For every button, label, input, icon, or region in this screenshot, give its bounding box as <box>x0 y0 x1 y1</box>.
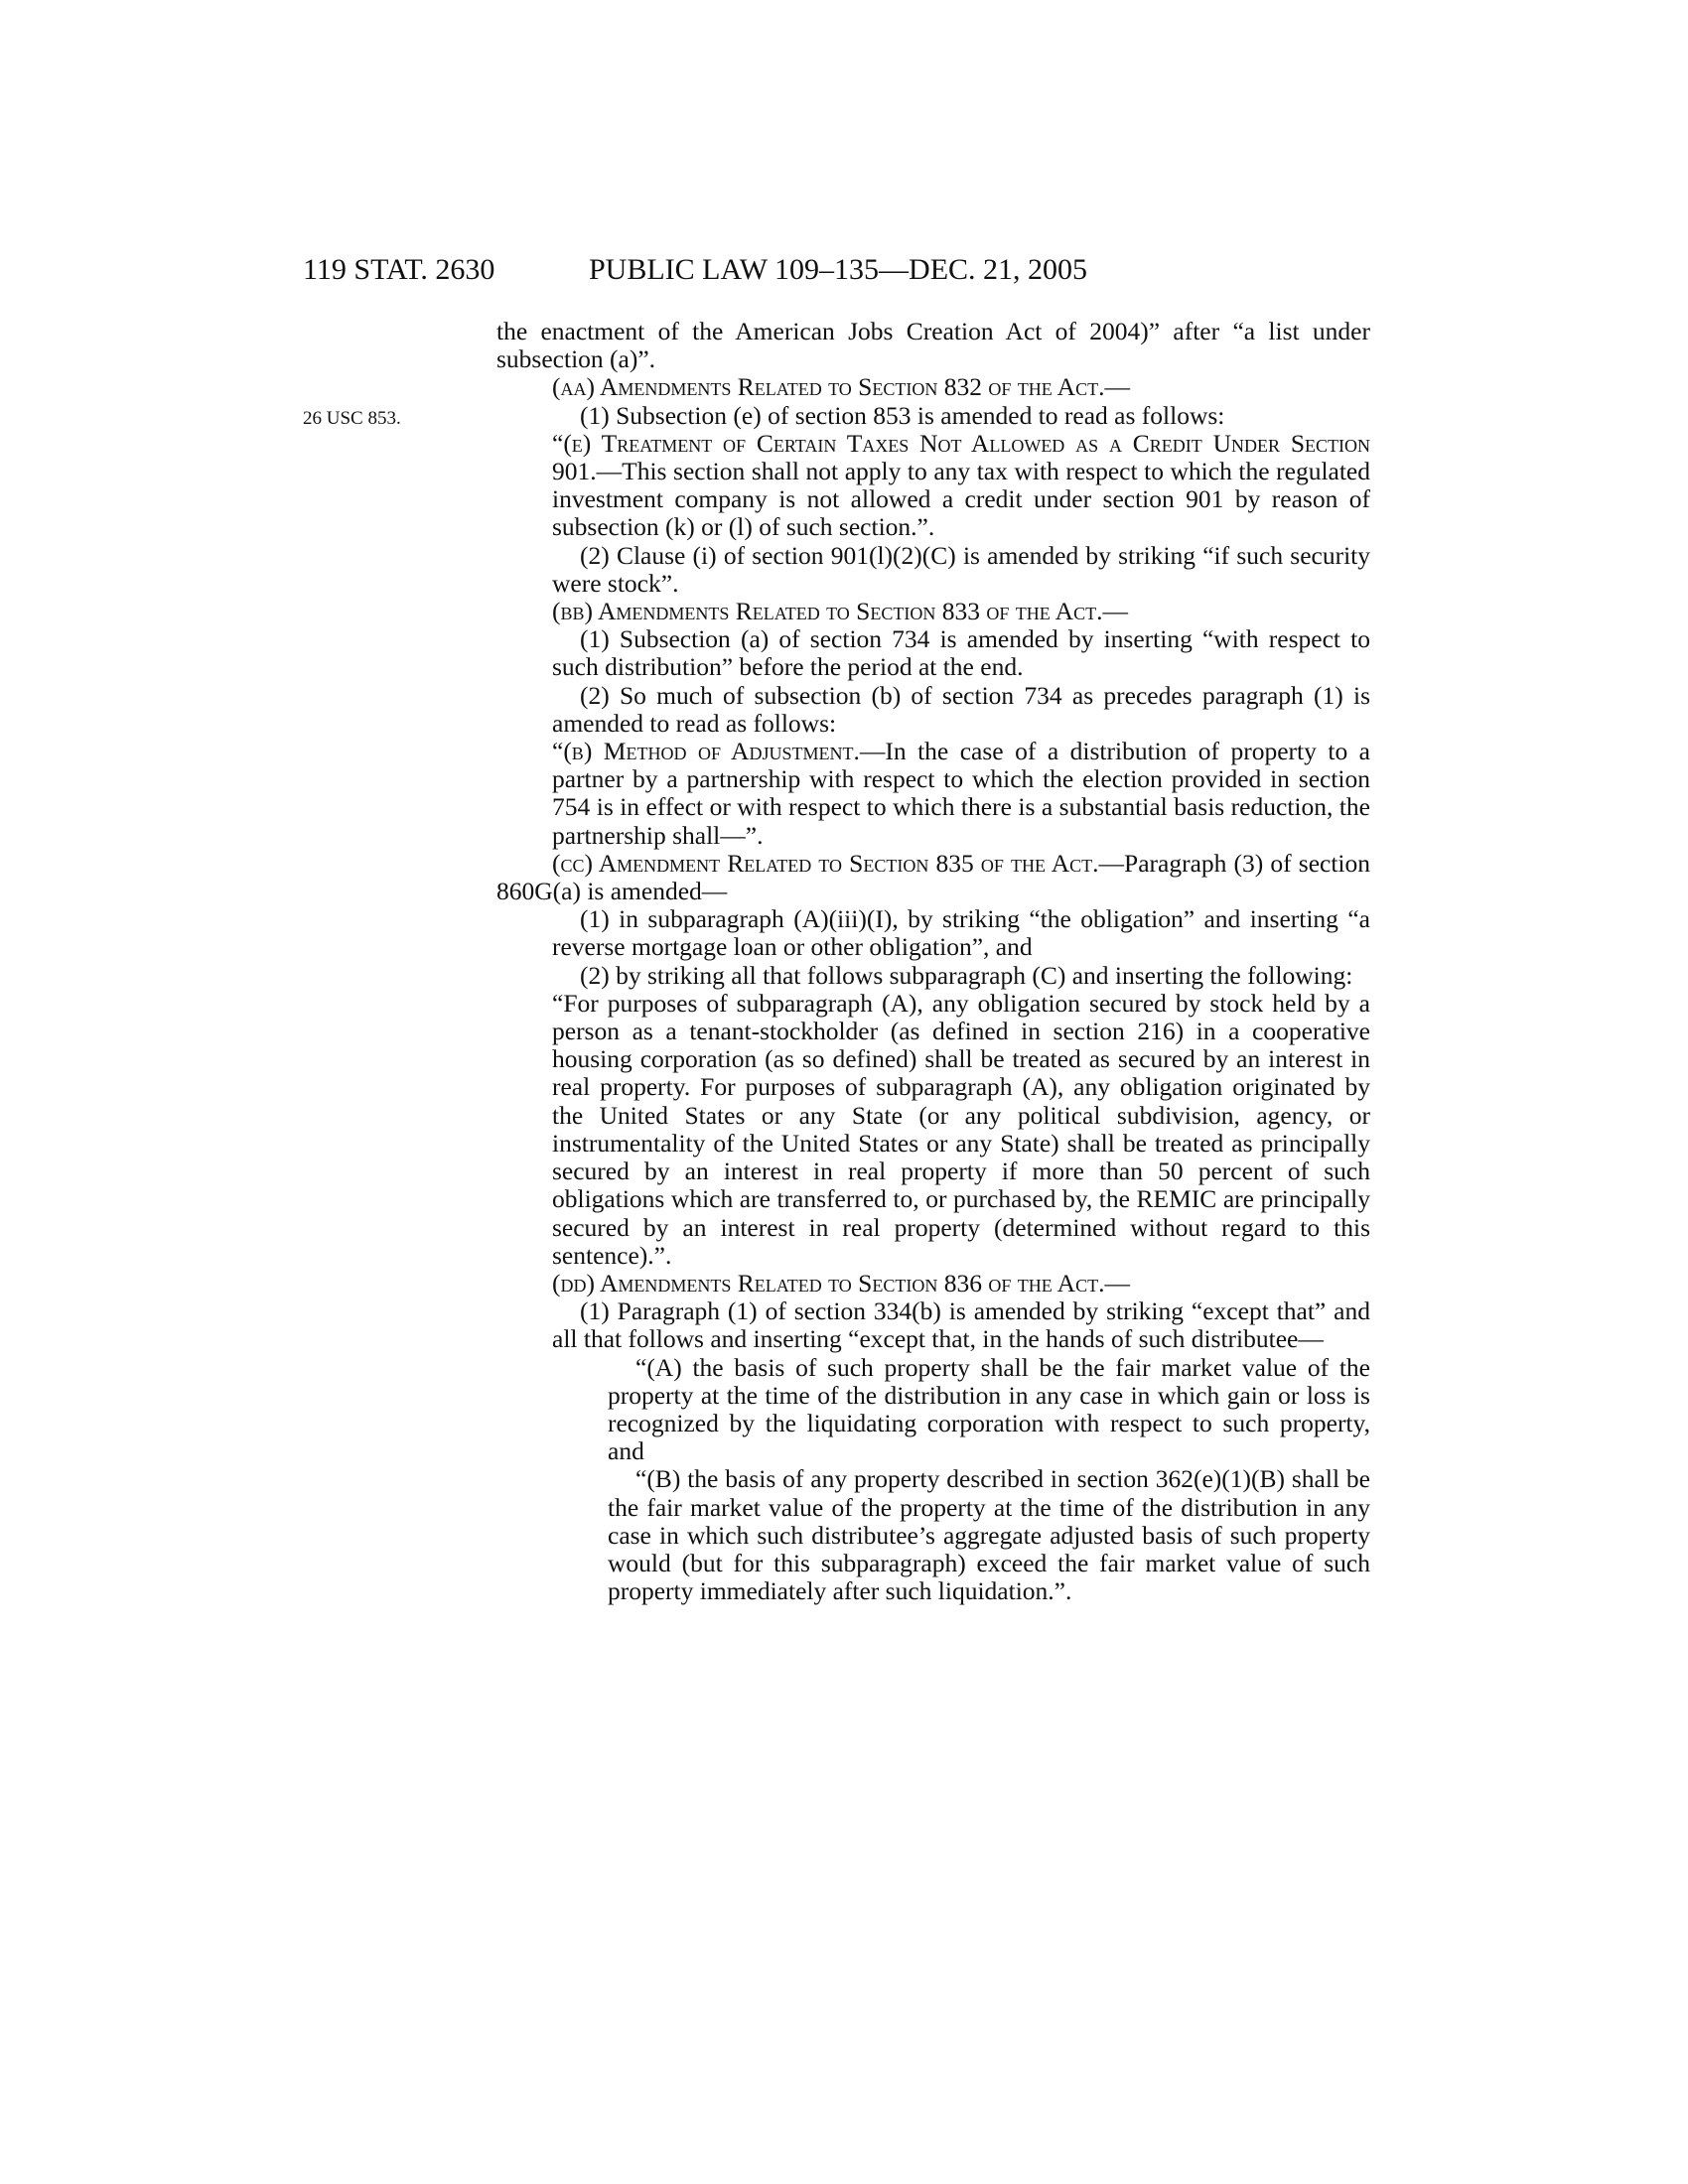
paragraph-bb-2: (2) So much of subsection (b) of section 734 as precedes paragraph (1) is amended to read as follows: <box>552 680 1370 738</box>
paragraph-aa-2: (2) Clause (i) of section 901(l)(2)(C) is amended by striking “if such security were stock”. <box>552 540 1370 598</box>
paragraph-cc-1: (1) in subparagraph (A)(iii)(I), by striking “the obligation” and inserting “a reverse mortgage loan or other obligation”, and <box>552 904 1370 962</box>
heading-body: Paragraph (3) of section 860G(a) is amended— <box>496 848 1371 906</box>
quoted-subparagraph-b: “(B) the basis of any property described in section 362(e)(1)(B) shall be the fair market value of the property at the time of the distribution in any case in which such distributee’s aggregate adjusted basis of such property would (but for this subparagraph) exceed the fair market value of such property immediately after such liquidation.”. <box>608 1464 1370 1606</box>
quoted-subsection-e <box>552 430 1370 542</box>
page-header <box>0 250 1688 290</box>
margin-note: 26 USC 853. <box>303 408 401 429</box>
quoted-heading: “(e) Treatment of Certain Taxes Not Allowed as a Credit Under Section 901.— <box>552 428 1370 486</box>
paragraph-aa-1: (1) Subsection (e) of section 853 is amended to read as follows: <box>580 400 1225 430</box>
paragraph-continuation: the enactment of the American Jobs Creation Act of 2004)” after “a list under subsection (a)”. <box>496 317 1370 374</box>
quoted-heading: “(b) Method of Adjustment.— <box>552 737 886 766</box>
paragraph-bb-1: (1) Subsection (a) of section 734 is amended by inserting “with respect to such distribution” before the period at the end. <box>552 624 1370 682</box>
quoted-insertion: “For purposes of subparagraph (A), any obligation secured by stock held by a person as a tenant-stockholder (as defined in section 216) in a cooperative housing corporation (as so defined) shall be treated as secured by an interest in real property. For purposes of subparagraph (A), any obligation originated by the United States or any State (or any political subdivision, agency, or instrumentality of the United States or any State) shall be treated as principally secured by an interest in real property if more than 50 percent of such obligations which are transferred to, or purchased by, the REMIC are principally secured by an interest in real property (determined without regard to this sentence).”. <box>552 988 1370 1270</box>
subsection-heading-cc <box>496 850 1370 905</box>
subsection-heading-dd: (dd) Amendments Related to Section 836 of the Act.— <box>552 1268 1130 1297</box>
heading-label: (cc) Amendment Related to Section 835 of the Act.— <box>552 848 1125 878</box>
quoted-subsection-b <box>552 738 1370 850</box>
quoted-body: This section shall not apply to any tax with respect to which the regulated investment company is not allowed a credit under section 901 by reason of subsection (k) or (l) of such section.”. <box>552 457 1370 542</box>
page-number: 119 STAT. 2630 <box>303 253 495 286</box>
quoted-subparagraph-a: “(A) the basis of such property shall be the fair market value of the property at the time of the distribution in any case in which gain or loss is recognized by the liquidating corporation with respect to such property, and <box>608 1352 1370 1466</box>
statute-text <box>496 318 1370 1605</box>
quoted-body: In the case of a distribution of property to a partner by a partnership with respect to which the election provided in section 754 is in effect or with respect to which there is a substantial basis reduction, the partnership shall—”. <box>552 737 1371 850</box>
subsection-heading-aa: (aa) Amendments Related to Section 832 of the Act.— <box>552 372 1130 402</box>
paragraph-cc-2: (2) by striking all that follows subparagraph (C) and inserting the following: <box>580 960 1353 990</box>
running-head: PUBLIC LAW 109–135—DEC. 21, 2005 <box>589 253 1088 286</box>
subsection-heading-bb: (bb) Amendments Related to Section 833 of the Act.— <box>552 597 1128 626</box>
paragraph-dd-1: (1) Paragraph (1) of section 334(b) is amended by striking “except that” and all that follows and inserting “except that, in the hands of such distributee— <box>552 1297 1370 1354</box>
